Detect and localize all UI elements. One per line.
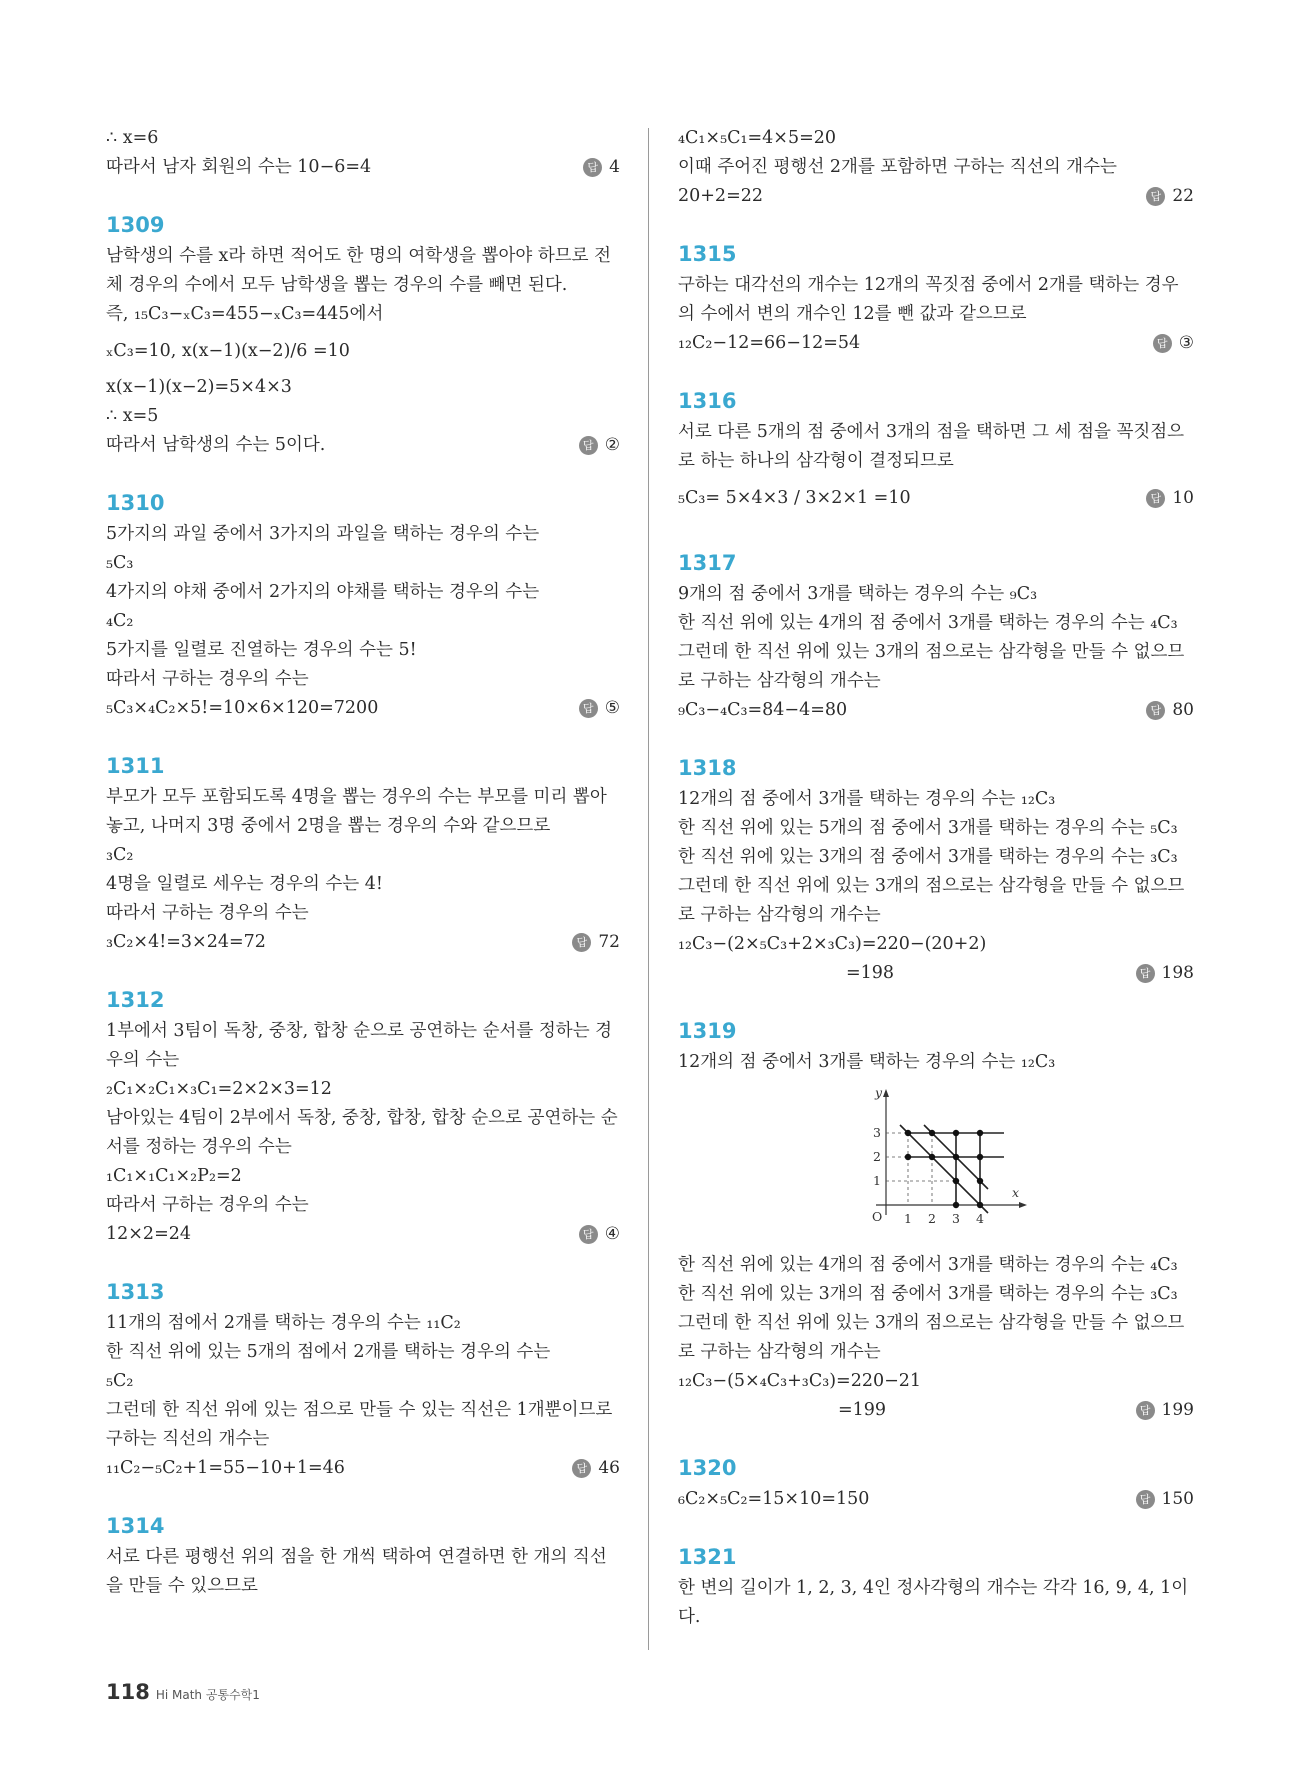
solution-1316 bbox=[678, 386, 1194, 520]
y-tick-label: 2 bbox=[873, 1149, 881, 1164]
solution-1313 bbox=[106, 1277, 620, 1483]
text-line: ₅C₃ bbox=[106, 553, 134, 573]
text-line: =198 답 198 bbox=[678, 959, 1194, 988]
text-line: ₁₂C₂−12=66−12=54 답 ③ bbox=[678, 329, 1194, 358]
text-line: 한 직선 위에 있는 4개의 점 중에서 3개를 택하는 경우의 수는 ₄C₃ bbox=[678, 1255, 1178, 1275]
text-line: 12개의 점 중에서 3개를 택하는 경우의 수는 ₁₂C₃ bbox=[678, 789, 1056, 809]
answer-badge: 답 bbox=[572, 1459, 591, 1478]
problem-number: 1311 bbox=[106, 754, 165, 778]
answer: 답 ④ bbox=[579, 1220, 620, 1249]
text-line: ₆C₂×₅C₂=15×10=150 답 150 bbox=[678, 1485, 1194, 1514]
text-line: 한 직선 위에 있는 3개의 점 중에서 3개를 택하는 경우의 수는 ₃C₃ bbox=[678, 1284, 1178, 1304]
x-axis-label: x bbox=[1012, 1185, 1020, 1200]
x-tick-label: 4 bbox=[976, 1211, 984, 1226]
answer-badge: 답 bbox=[579, 699, 598, 718]
problem-number: 1318 bbox=[678, 756, 737, 780]
problem-number: 1309 bbox=[106, 213, 165, 237]
solution-1318 bbox=[678, 753, 1194, 988]
text-line: 12×2=24 답 ④ bbox=[106, 1220, 620, 1249]
problem-number: 1310 bbox=[106, 491, 165, 515]
text-line: 12개의 점 중에서 3개를 택하는 경우의 수는 ₁₂C₃ bbox=[678, 1052, 1056, 1072]
answer-badge: 답 bbox=[572, 933, 591, 952]
text-line: 1부에서 3팀이 독창, 중창, 합창 순으로 공연하는 순서를 정하는 경우의 수는 bbox=[106, 1021, 613, 1070]
text-line: x(x−1)(x−2)=5×4×3 bbox=[106, 377, 292, 397]
text-line: 한 변의 길이가 1, 2, 3, 4인 정사각형의 개수는 각각 16, 9, 4, 1이다. bbox=[678, 1578, 1189, 1627]
text-line: 남아있는 4팀이 2부에서 독창, 중창, 합창, 합창 순으로 공연하는 순서를 정하는 경우의 수는 bbox=[106, 1108, 618, 1157]
text-line: 이때 주어진 평행선 2개를 포함하면 구하는 직선의 개수는 bbox=[678, 157, 1117, 177]
left-column bbox=[106, 124, 620, 1629]
answer: 답 80 bbox=[1146, 696, 1194, 725]
right-column bbox=[678, 124, 1194, 1660]
answer-badge: 답 bbox=[583, 158, 602, 177]
page-number: 118 bbox=[106, 1680, 150, 1704]
text-line: ∴ x=5 bbox=[106, 406, 159, 426]
answer-badge: 답 bbox=[579, 436, 598, 455]
text-line: 그런데 한 직선 위에 있는 3개의 점으로는 삼각형을 만들 수 없으므로 구하는 삼각형의 개수는 bbox=[678, 876, 1185, 925]
text-line: ₃C₂×4!=3×24=72 답 72 bbox=[106, 928, 620, 957]
text-line: ₅C₂ bbox=[106, 1371, 134, 1391]
text-line: 부모가 모두 포함되도록 4명을 뽑는 경우의 수는 부모를 미리 뽑아 놓고, 나머지 3명 중에서 2명을 뽑는 경우의 수와 같으므로 bbox=[106, 787, 607, 836]
solution-1308-end bbox=[106, 124, 620, 182]
answer: 답 198 bbox=[1136, 959, 1194, 988]
answer-badge: 답 bbox=[1146, 701, 1165, 720]
answer: 답 199 bbox=[1136, 1396, 1194, 1425]
x-tick-label: 3 bbox=[952, 1211, 960, 1226]
answer: 답 ③ bbox=[1153, 329, 1194, 358]
book-title: Hi Math 공통수학1 bbox=[155, 1688, 260, 1702]
text-line: ₁₁C₂−₅C₂+1=55−10+1=46 답 46 bbox=[106, 1454, 620, 1483]
answer-badge: 답 bbox=[1136, 964, 1155, 983]
answer-badge: 답 bbox=[1136, 1490, 1155, 1509]
text-line: =199 답 199 bbox=[678, 1396, 1194, 1425]
formula-line: ₓC₃=10, x(x−1)(x−2)/6 =10 bbox=[106, 341, 350, 361]
text-line: 서로 다른 5개의 점 중에서 3개의 점을 택하면 그 세 점을 꼭짓점으로 하는 하나의 삼각형이 결정되므로 bbox=[678, 422, 1185, 471]
text-line: 따라서 구하는 경우의 수는 bbox=[106, 903, 309, 923]
text-line: 따라서 남학생의 수는 5이다. 답 ② bbox=[106, 431, 620, 460]
answer-badge: 답 bbox=[1136, 1401, 1155, 1420]
answer: 답 10 bbox=[1146, 476, 1194, 520]
problem-number: 1319 bbox=[678, 1019, 737, 1043]
y-tick-label: 3 bbox=[873, 1125, 881, 1140]
problem-number: 1313 bbox=[106, 1280, 165, 1304]
text-line: 4가지의 야채 중에서 2가지의 야채를 택하는 경우의 수는 bbox=[106, 582, 540, 602]
text-line: 한 직선 위에 있는 5개의 점 중에서 3개를 택하는 경우의 수는 ₅C₃ bbox=[678, 818, 1178, 838]
text-line: 따라서 남자 회원의 수는 10−6=4 답 4 bbox=[106, 153, 620, 182]
text-line: ₄C₁×₅C₁=4×5=20 bbox=[678, 128, 837, 148]
origin-label: O bbox=[872, 1209, 883, 1224]
text-line: 서로 다른 평행선 위의 점을 한 개씩 택하여 연결하면 한 개의 직선을 만들 수 있으므로 bbox=[106, 1547, 607, 1596]
answer: 답 46 bbox=[572, 1454, 620, 1483]
text-line: ₁C₁×₁C₁×₂P₂=2 bbox=[106, 1166, 242, 1186]
text-line: ₅C₃×₄C₂×5!=10×6×120=7200 답 ⑤ bbox=[106, 694, 620, 723]
answer: 답 4 bbox=[583, 153, 620, 182]
text-line: ₉C₃−₄C₃=84−4=80 답 80 bbox=[678, 696, 1194, 725]
text-line: 9개의 점 중에서 3개를 택하는 경우의 수는 ₉C₃ bbox=[678, 584, 1038, 604]
answer-badge: 답 bbox=[1153, 334, 1172, 353]
solution-1317 bbox=[678, 548, 1194, 725]
solution-1320 bbox=[678, 1453, 1194, 1514]
solution-1321 bbox=[678, 1542, 1194, 1632]
grid-lines bbox=[900, 1125, 1004, 1213]
point-grid-figure bbox=[864, 1087, 1034, 1237]
text-line: 5가지를 일렬로 진열하는 경우의 수는 5! bbox=[106, 640, 417, 660]
text-line: 한 직선 위에 있는 5개의 점에서 2개를 택하는 경우의 수는 bbox=[106, 1342, 551, 1362]
text-line: 따라서 구하는 경우의 수는 bbox=[106, 669, 309, 689]
answer: 답 ② bbox=[579, 431, 620, 460]
text-line: 따라서 구하는 경우의 수는 bbox=[106, 1195, 309, 1215]
problem-number: 1320 bbox=[678, 1456, 737, 1480]
problem-number: 1317 bbox=[678, 551, 737, 575]
text-line: ₁₂C₃−(5×₄C₃+₃C₃)=220−21 bbox=[678, 1371, 922, 1391]
problem-number: 1321 bbox=[678, 1545, 737, 1569]
text-line: ₃C₂ bbox=[106, 845, 134, 865]
solution-1309 bbox=[106, 210, 620, 460]
x-tick-label: 2 bbox=[928, 1211, 936, 1226]
text-line: ∴ x=6 bbox=[106, 128, 159, 148]
text-line: 남학생의 수를 x라 하면 적어도 한 명의 여학생을 뽑아야 하므로 전체 경우의 수에서 모두 남학생을 뽑는 경우의 수를 빼면 된다. bbox=[106, 246, 612, 295]
problem-number: 1314 bbox=[106, 1514, 165, 1538]
answer: 답 150 bbox=[1136, 1485, 1194, 1514]
solution-1319 bbox=[678, 1016, 1194, 1425]
problem-number: 1315 bbox=[678, 242, 737, 266]
y-axis-arrow-icon bbox=[883, 1089, 889, 1097]
text-line: 11개의 점에서 2개를 택하는 경우의 수는 ₁₁C₂ bbox=[106, 1313, 461, 1333]
solution-1314-cont bbox=[678, 124, 1194, 211]
text-line: ₂C₁×₂C₁×₃C₁=2×2×3=12 bbox=[106, 1079, 332, 1099]
answer-badge: 답 bbox=[1146, 489, 1165, 508]
x-axis-arrow-icon bbox=[1019, 1202, 1027, 1208]
solution-1312 bbox=[106, 985, 620, 1249]
text-line: 20+2=22 답 22 bbox=[678, 182, 1194, 211]
x-tick-label: 1 bbox=[904, 1211, 912, 1226]
solution-1311 bbox=[106, 751, 620, 957]
answer: 답 72 bbox=[572, 928, 620, 957]
answer: 답 ⑤ bbox=[579, 694, 620, 723]
text-line: 그런데 한 직선 위에 있는 점으로 만들 수 있는 직선은 1개뿐이므로 구하는 직선의 개수는 bbox=[106, 1400, 613, 1449]
text-line: 한 직선 위에 있는 3개의 점 중에서 3개를 택하는 경우의 수는 ₃C₃ bbox=[678, 847, 1178, 867]
solution-1315 bbox=[678, 239, 1194, 358]
text-line: 한 직선 위에 있는 4개의 점 중에서 3개를 택하는 경우의 수는 ₄C₃ bbox=[678, 613, 1178, 633]
page-footer bbox=[106, 1680, 260, 1704]
text-line: 4명을 일렬로 세우는 경우의 수는 4! bbox=[106, 874, 383, 894]
text-line: ₄C₂ bbox=[106, 611, 134, 631]
answer-badge: 답 bbox=[579, 1225, 598, 1244]
problem-number: 1312 bbox=[106, 988, 165, 1012]
answer-badge: 답 bbox=[1146, 187, 1165, 206]
column-divider bbox=[648, 128, 649, 1650]
text-line: 5가지의 과일 중에서 3가지의 과일을 택하는 경우의 수는 bbox=[106, 524, 540, 544]
formula-line: ₅C₃= 5×4×3 / 3×2×1 =10 답 10 bbox=[678, 476, 1194, 520]
text-line: 그런데 한 직선 위에 있는 3개의 점으로는 삼각형을 만들 수 없으므로 구하는 삼각형의 개수는 bbox=[678, 1313, 1185, 1362]
y-tick-label: 1 bbox=[873, 1173, 881, 1188]
text-line: 즉, ₁₅C₃−ₓC₃=455−ₓC₃=445에서 bbox=[106, 304, 384, 324]
solution-1314 bbox=[106, 1511, 620, 1601]
answer: 답 22 bbox=[1146, 182, 1194, 211]
problem-number: 1316 bbox=[678, 389, 737, 413]
y-axis-label: y bbox=[875, 1087, 883, 1100]
text-line: ₁₂C₃−(2×₅C₃+2×₃C₃)=220−(20+2) bbox=[678, 934, 987, 954]
solution-1310 bbox=[106, 488, 620, 723]
text-line: 그런데 한 직선 위에 있는 3개의 점으로는 삼각형을 만들 수 없으므로 구하는 삼각형의 개수는 bbox=[678, 642, 1185, 691]
text-line: 구하는 대각선의 개수는 12개의 꼭짓점 중에서 2개를 택하는 경우의 수에서 변의 개수인 12를 뺀 값과 같으므로 bbox=[678, 275, 1179, 324]
